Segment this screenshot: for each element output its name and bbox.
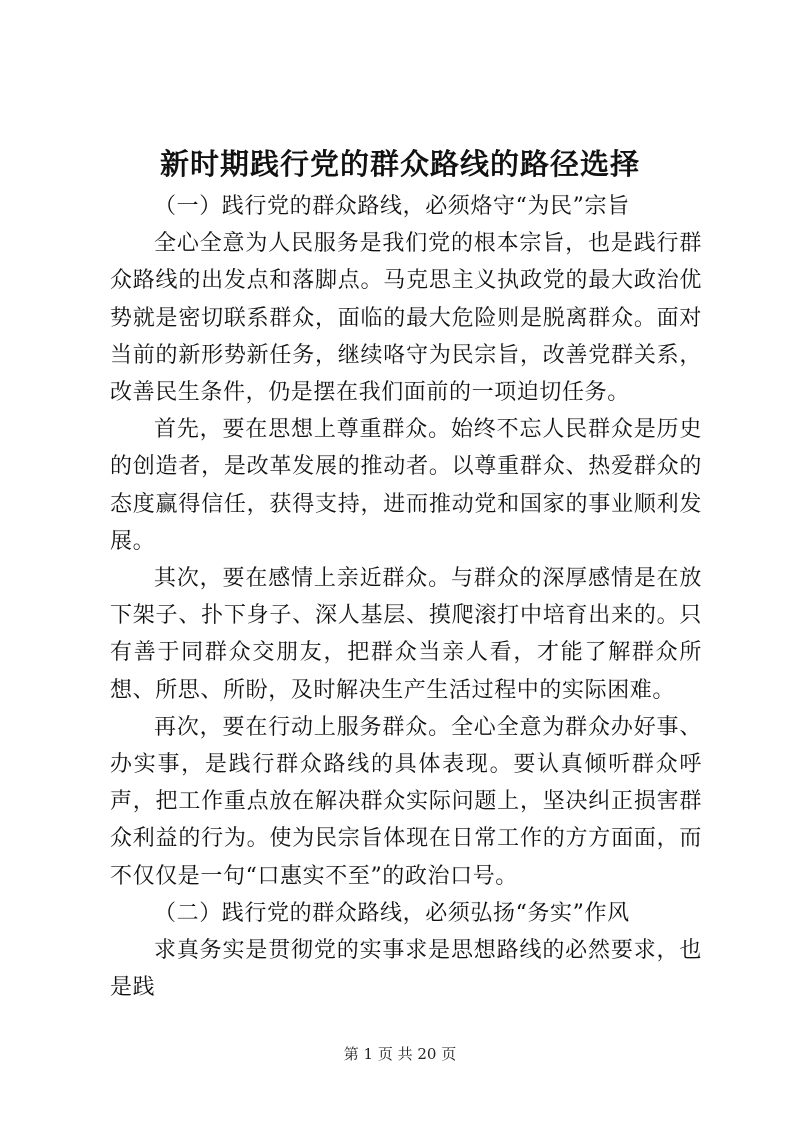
- paragraph-2: 首先，要在思想上尊重群众。始终不忘人民群众是历史的创造者，是改革发展的推动者。以尊重群众、热爱群众的态度赢得信任，获得支持，进而推动党和国家的事业顺利发展。: [110, 417, 702, 554]
- paragraph-4: 再次，要在行动上服务群众。全心全意为群众办好事、办实事，是践行群众路线的具体表现。要认真倾听群众呼声，把工作重点放在解决群众实际问题上，坚决纠正损害群众利益的行为。使为民宗旨体现在日常工作的方方面面，而不仅仅是一句“口惠实不至”的政治口号。: [110, 714, 702, 889]
- section-heading-2: （二）践行党的群众路线，必须弘扬“务实”作风: [154, 900, 630, 926]
- paragraph-3: 其次，要在感情上亲近群众。与群众的深厚感情是在放下架子、扑下身子、深人基层、摸爬滚打中培育出来的。只有善于同群众交朋友，把群众当亲人看，才能了解群众所想、所思、所盼，及时解决生产生活过程中的实际困难。: [110, 566, 702, 703]
- paragraph-1: 全心全意为人民服务是我们党的根本宗旨，也是践行群众路线的出发点和落脚点。马克思主义执政党的最大政治优势就是密切联系群众，面临的最大危险则是脱离群众。面对当前的新形势新任务，继续咯守为民宗旨，改善党群关系，改善民生条件，仍是摆在我们面前的一项迫切任务。: [110, 231, 702, 406]
- paragraph-5: 求真务实是贯彻党的实事求是思想路线的必然要求，也是践: [110, 938, 702, 1001]
- page-footer: 第 1 页 共 20 页: [343, 1045, 457, 1063]
- document-body: [110, 188, 702, 1006]
- document-title: 新时期践行党的群众路线的路径选择: [159, 147, 640, 181]
- section-heading-1: （一）践行党的群众路线，必须烙守“为民”宗旨: [154, 194, 630, 219]
